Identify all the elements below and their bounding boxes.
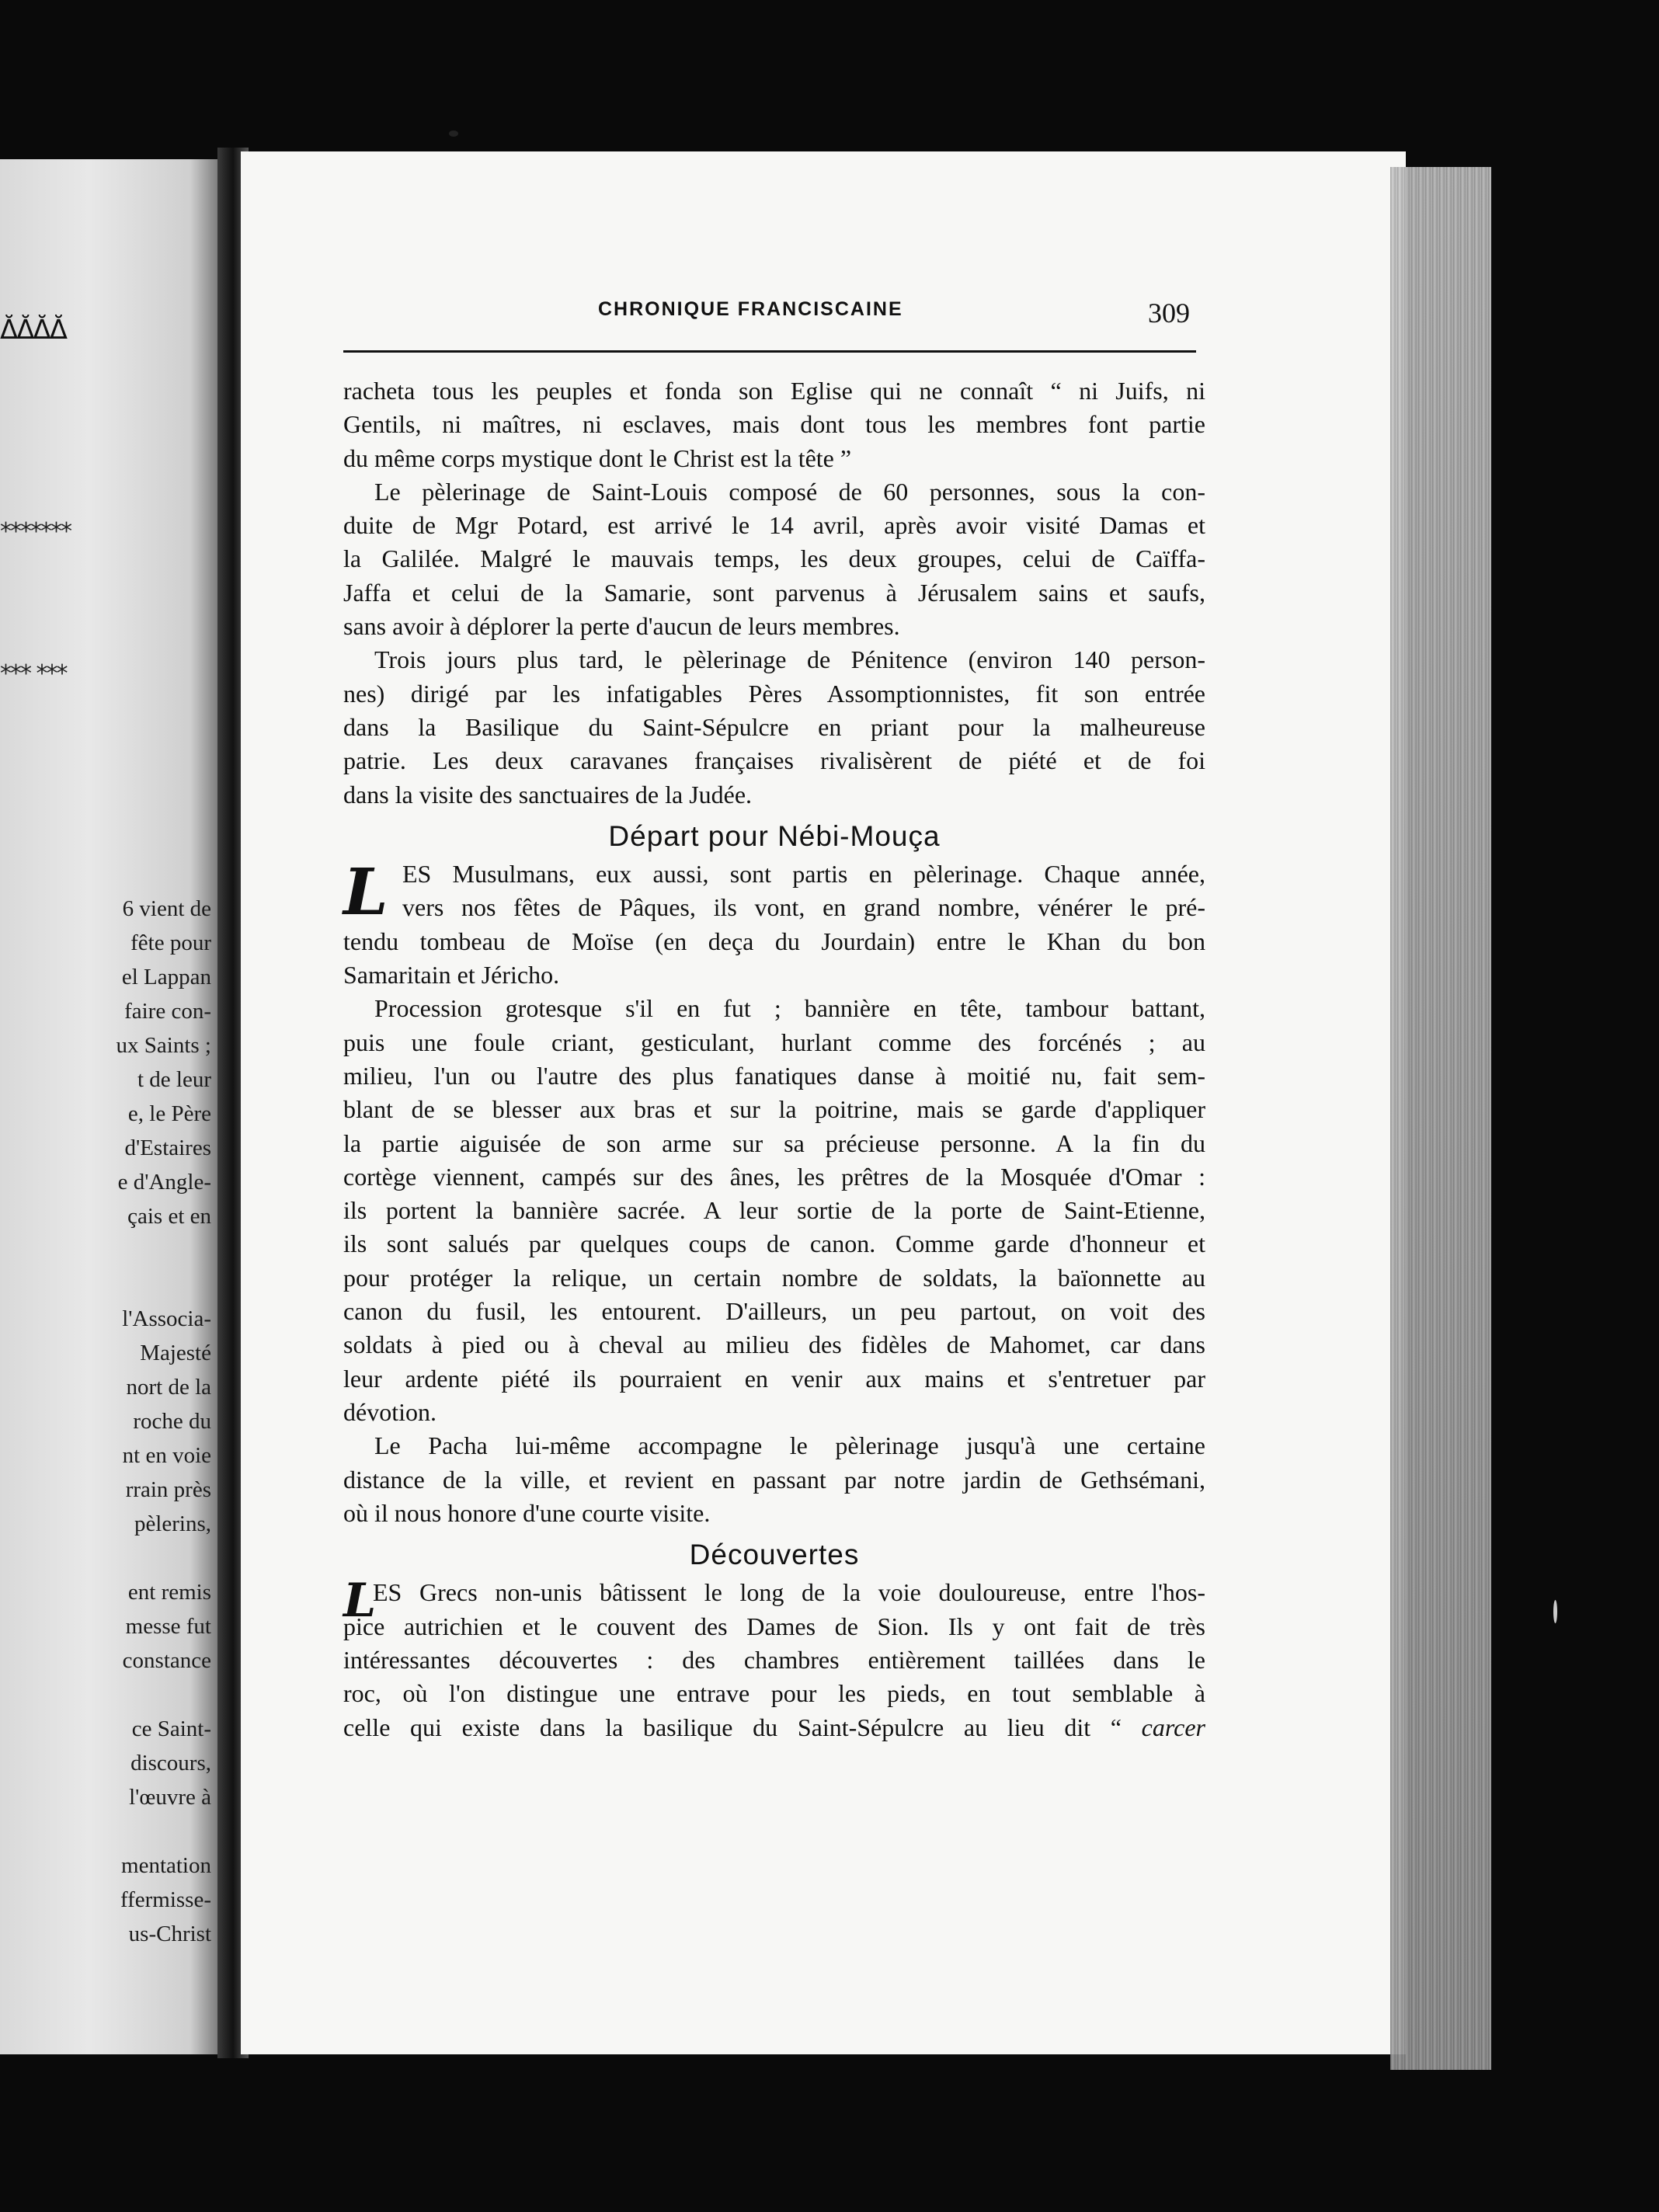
left-text-line: t de leur	[137, 1067, 211, 1092]
left-text-line: ce Saint-	[131, 1716, 211, 1741]
text-line: ils sont salués par quelques coups de canon. Comme garde d'honneur et	[343, 1229, 1205, 1258]
left-page	[0, 159, 224, 2054]
text-line: soldats à pied ou à cheval au milieu des fidèles de Mahomet, car dans	[343, 1330, 1205, 1359]
left-text-line: rrain près	[125, 1477, 211, 1502]
left-text-line: us-Christ	[128, 1922, 211, 1946]
left-text-line: l'Associa-	[122, 1306, 211, 1331]
left-stars-mid: *** ***	[0, 660, 67, 687]
text-line: la Galilée. Malgré le mauvais temps, les deux groupes, celui de Caïffa-	[343, 544, 1205, 573]
text-line: Le Pacha lui-même accompagne le pèlerinage jusqu'à une certaine	[374, 1431, 1205, 1460]
paragraph-7-rest	[343, 1610, 1205, 1711]
left-text-line	[17, 1268, 211, 1302]
left-text-line: 6 vient de	[122, 896, 211, 921]
paragraph-6	[343, 1429, 1205, 1530]
left-text-line: e, le Père	[127, 1101, 211, 1126]
left-text-line: nt en voie	[122, 1443, 211, 1468]
left-text-line: faire con-	[124, 999, 211, 1024]
text-line: milieu, l'un ou l'autre des plus fanatiques danse à moitié nu, fait sem-	[343, 1061, 1205, 1090]
text-line: Trois jours plus tard, le pèlerinage de Pénitence (environ 140 person-	[374, 645, 1205, 674]
text-line: blant de se blesser aux bras et sur la poitrine, mais se garde d'appliquer	[343, 1095, 1205, 1124]
text-line: roc, où l'on distingue une entrave pour les pieds, en tout semblable à	[343, 1679, 1205, 1708]
left-text-line	[17, 1233, 211, 1268]
paragraph-3	[343, 643, 1205, 811]
section-title-decouvertes: Découvertes	[689, 1539, 860, 1571]
paragraph-7	[343, 1576, 1205, 1744]
text-line: racheta tous les peuples et fonda son Eglise qui ne connaît “ ni Juifs, ni	[343, 377, 1205, 405]
text-line: canon du fusil, les entourent. D'ailleurs, un peu partout, on voit des	[343, 1297, 1205, 1326]
text-line: distance de la ville, et revient en passant par notre jardin de Gethsémani,	[343, 1465, 1205, 1494]
left-stars-top: *******	[0, 518, 71, 545]
left-text-line: mentation	[121, 1853, 211, 1878]
running-head: CHRONIQUE FRANCISCAINE	[598, 298, 903, 320]
page-number: 309	[1148, 297, 1190, 329]
left-text-line: Majesté	[140, 1341, 211, 1365]
paragraph-4-rest	[343, 891, 1205, 992]
drop-cap: L	[343, 855, 388, 930]
left-text-line: nort de la	[126, 1375, 211, 1400]
paragraph-4	[343, 857, 1205, 992]
text-line: pour protéger la relique, un certain nombre de soldats, la baïonnette au	[343, 1263, 1205, 1292]
left-text-line: d'Estaires	[124, 1136, 211, 1160]
text-line: Jaffa et celui de la Samarie, sont parvenus à Jérusalem sains et saufs,	[343, 578, 1205, 607]
text-line: ES Musulmans, eux aussi, sont partis en pèlerinage. Chaque année,	[402, 860, 1205, 889]
text-line: Gentils, ni maîtres, ni esclaves, mais dont tous les membres font partie	[343, 410, 1205, 439]
left-text-line	[17, 1541, 211, 1575]
text-line: nes) dirigé par les infatigables Pères Assomptionnistes, fit son entrée	[343, 679, 1205, 708]
text-line: dans la Basilique du Saint-Sépulcre en priant pour la malheureuse	[343, 712, 1205, 741]
text-line: patrie. Les deux caravanes françaises rivalisèrent de piété et de foi	[343, 746, 1205, 775]
text-line: puis une foule criant, gesticulant, hurlant comme des forcénés ; au	[343, 1028, 1205, 1056]
left-text-line: çais et en	[127, 1204, 211, 1229]
left-text-line: ffermisse-	[120, 1887, 211, 1912]
paragraph-5	[343, 992, 1205, 1429]
text-line: cortège viennent, campés sur des ânes, les prêtres de la Mosquée d'Omar :	[343, 1162, 1205, 1191]
left-text-line: e d'Angle-	[117, 1170, 211, 1195]
main-text	[343, 374, 1205, 1744]
text-line: sans avoir à déplorer la perte d'aucun de leurs membres.	[343, 612, 900, 641]
text-line: ES Grecs non-unis bâtissent le long de la voie douloureuse, entre l'hos-	[373, 1578, 1205, 1607]
text-line: intéressantes découvertes : des chambres entièrement taillées dans le	[343, 1645, 1205, 1674]
text-line: Samaritain et Jéricho.	[343, 961, 560, 989]
left-text-line	[17, 1814, 211, 1849]
drop-cap: L	[343, 1574, 377, 1629]
left-page-text	[17, 892, 211, 1951]
text-line: où il nous honore d'une courte visite.	[343, 1498, 711, 1527]
left-text-line: el Lappan	[121, 965, 211, 989]
left-text-line: fête pour	[130, 930, 211, 955]
header-rule	[343, 350, 1196, 353]
paragraph-2	[343, 475, 1205, 643]
paragraph-1	[343, 374, 1205, 475]
text-line: vers nos fêtes de Pâques, ils vont, en grand nombre, vénérer le pré-	[402, 893, 1205, 922]
left-text-line: discours,	[130, 1751, 211, 1776]
left-text-line: ux Saints ;	[116, 1033, 211, 1058]
text-line: ils portent la bannière sacrée. A leur sortie de la porte de Saint-Etienne,	[343, 1196, 1205, 1225]
section-title-nebi-mouca: Départ pour Nébi-Mouça	[608, 819, 941, 852]
text-line: la partie aiguisée de son arme sur sa précieuse personne. A la fin du	[343, 1129, 1205, 1157]
left-text-line: constance	[122, 1648, 211, 1673]
text-line: Le pèlerinage de Saint-Louis composé de 60 personnes, sous la con-	[374, 477, 1205, 506]
speck	[449, 130, 458, 137]
text-line: duite de Mgr Potard, est arrivé le 14 avril, après avoir visité Damas et	[343, 511, 1205, 540]
left-text-line: pèlerins,	[134, 1511, 211, 1536]
left-text-line: messe fut	[125, 1614, 211, 1639]
speck	[1553, 1600, 1557, 1623]
text-line: Procession grotesque s'il en fut ; bannière en tête, tambour battant,	[374, 994, 1205, 1023]
left-text-line: roche du	[133, 1409, 211, 1434]
left-text-line: ent remis	[127, 1580, 211, 1605]
text-line: du même corps mystique dont le Christ est la tête ”	[343, 443, 852, 472]
text-line: pice autrichien et le couvent des Dames de Sion. Ils y ont fait de très	[343, 1612, 1205, 1640]
text-line: celle qui existe dans la basilique du Saint-Sépulcre au lieu dit “ carcer	[343, 1713, 1205, 1741]
left-ornament: ᐂᐂᐂᐂ	[0, 315, 67, 343]
left-text-line: l'œuvre à	[129, 1785, 211, 1810]
left-text-line	[17, 1678, 211, 1712]
text-line: dans la visite des sanctuaires de la Judée.	[343, 780, 753, 809]
text-line: leur ardente piété ils pourraient en venir aux mains et s'entretuer par	[343, 1364, 1205, 1393]
page-edges-shade	[1390, 167, 1491, 2070]
text-line: dévotion.	[343, 1397, 436, 1426]
text-line: tendu tombeau de Moïse (en deça du Jourdain) entre le Khan du bon	[343, 927, 1205, 955]
